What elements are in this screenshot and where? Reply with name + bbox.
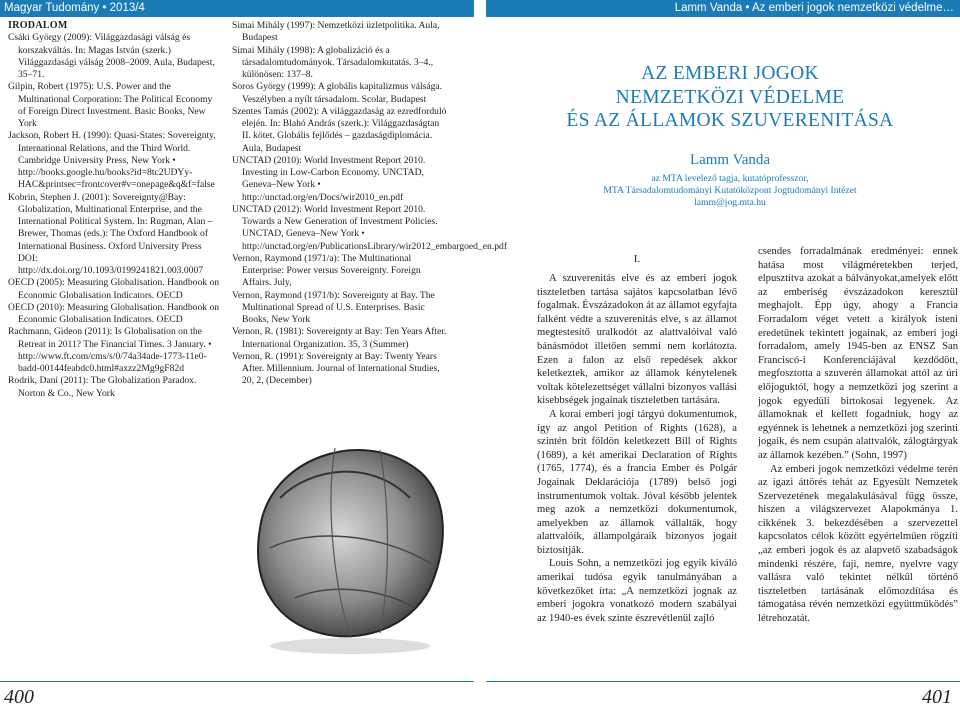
title-line: NEMZETKÖZI VÉDELME <box>615 86 845 108</box>
running-header-right: Lamm Vanda • Az emberi jogok nemzetközi védelme… <box>486 0 960 17</box>
references-column-2 <box>232 20 508 388</box>
body-column-right <box>758 245 958 626</box>
affiliation-line: MTA Társadalomtudományi Kutatóközpont Jogtudományi Intézet <box>603 184 857 196</box>
paragraph: A korai emberi jogi tárgyú dokumentumok, így az angol Petition of Rights (1628), a szintén brit földön keletkezett Bill of Rights (1689), a két amerikai Declaration of Rights (1765, 1774), és a francia Ember és Polgár Jogainak Deklarációja (1789) belső jogi instrumentumok voltak. Jóval később jelentek meg azok a nemzetközi dokumentumok, amelyekben az államok vállalták, hogy alattvalóik, állampolgáraik bizonyos jogait biztosítják. <box>537 408 737 556</box>
reference-item: Soros György (1999): A globális kapitalizmus válsága. Veszélyben a nyílt társadalom. Scolar, Budapest <box>232 81 443 105</box>
paragraph: csendes forradalmának eredményei: ennek hatása most világméretekben terjed, elpusztítva azokat a bálványokat,amelyek előtt az emberiség évszázadokon keresztül meghajolt. Épp úgy, ahogy a Francia Forradalom véget vetett a királyok isteni eredetűnek tekintett jogainak, az emberi jogi forradalom, amely 1945-ben az ENSZ San Franciscó-i Konferenciájával kezdődött, megfosztotta a szuverén államokat attól az úri előjoguktól, hogy a nemzetközi jog szerint a jogok egyedüli birtokosai legyenek. Az államoknak el kellett fogadniuk, hogy az egyénnek is lehetnek a nemzetközi jog szerinti jogaik, és nem csupán alattvalók, zálogtárgyak az államok kezében.” (Sohn, 1997) <box>758 246 958 461</box>
reference-item: Kobrin, Stephen J. (2001): Sovereignty@Bay: Globalization, Multinational Enterprise, and the International Political System. In: Rugman, Alan – Brewer, Thomas (eds.): The Oxford Handbook of International Business. Oxford University Press DOI: http://dx.doi.org/10.1093/0199241821.003.0007 <box>8 191 213 276</box>
paragraph: Az emberi jogok nemzetközi védelme terén az igazi áttörés tehát az Egyesült Nemzetek Szervezetének megalakulásával függ össze, hiszen a világszervezet Alapokmánya 1. cikkének 3. bekezdésében a szervezettel kapcsolatos célok között egyértelműen rögzíti „az emberi jogok és az alapvető szabadságok mindenki részére, faji, nemre, nyelvre vagy vallásra való tekintet nélkül történő tiszteletben tartásának előmozdítása és támogatása révén nemzetközi együttműködés” létrehozatát. <box>758 463 958 625</box>
reference-item: Jackson, Robert H. (1990): Quasi-States: Sovereignty, International Relations, and the Third World. Cambridge University Press, New York • http://books.google.hu/books?id=8tc2UDYy-HAC&printsec=frontcover#v=onepage&q&f=false <box>8 130 216 191</box>
reference-item: Rachmann, Gideon (2011): Is Globalisation on the Retreat in 2011? The Financial Times. 3 January. • http://www.ft.com/cms/s/0/74a34ade-1773-11e0-badd-00144feabdc0.html#axzz2Mg9gF82d <box>8 326 212 374</box>
reference-item: Vernon, R. (1981): Sovereignty at Bay: Ten Years After. International Organization. 35, 3 (Summer) <box>232 326 447 350</box>
paragraph: Louis Sohn, a nemzetközi jog egyik kiváló amerikai tudósa egyik tanulmányában a következőket írta: „A nemzetközi jognak az emberi jogokra vonatkozó modern szabályai az 1940-es évek szinte észrevétlenül zajló <box>537 558 737 624</box>
running-header-left: Magyar Tudomány • 2013/4 <box>0 0 474 17</box>
references-column-1 <box>8 20 220 400</box>
reference-item: OECD (2005): Measuring Globalisation. Handbook on Economic Globalisation Indicators. OECD <box>8 277 220 301</box>
references-heading: IRODALOM <box>8 20 68 31</box>
author-affiliation <box>540 173 920 208</box>
section-number: I. <box>633 253 641 265</box>
footer-rule-left <box>0 681 474 682</box>
reference-item: Szentes Tamás (2002): A világgazdaság az ezredforduló elején. In: Blahó András (szerk.): Világgazdaságtan II. kötet. Globális fejlődés – gazdaságdiplomácia. Aula, Budapest <box>232 105 447 154</box>
reference-item: Rodrik, Dani (2011): The Globalization Paradox. Norton & Co., New York <box>8 375 197 399</box>
author-email: lamm@jog.mta.hu <box>694 196 766 208</box>
leather-bag-photo <box>240 388 460 658</box>
footer-rule-right <box>486 681 960 682</box>
reference-item: Csáki György (2009): Világgazdasági válság és korszakváltás. In: Magas István (szerk.) Világgazdasági válság 2008–2009. Aula, Budapest, 35–71. <box>8 32 215 80</box>
affiliation-line: az MTA levelező tagja, kutatóprofesszor, <box>651 173 809 184</box>
title-line: AZ EMBERI JOGOK <box>641 63 819 84</box>
reference-item: UNCTAD (2010): World Investment Report 2010. Investing in Low-Carbon Economy. UNCTAD, Geneva–New York • http://unctad.org/en/Docs/wir2010_en.pdf <box>232 154 426 203</box>
reference-item: Simai Mihály (1998): A globalizáció és a társadalomtudományok. Társadalomkutatás. 3–4., különösen: 137–8. <box>232 44 434 80</box>
paragraph: A szuverenitás elve és az emberi jogok tiszteletben tartása sajátos kapcsolatban lévő fogalmak. Évszázadokon át az államot egyfajta falként védte a szuverenitás elve, s az államot megtestesítő uralkodót az alattvalóival való bánásmódot illetően semmi nem korlátozta. Ezen a falon az első repedések akkor keletkeztek, amikor az államok kénytelenek voltak kötelezettséget vállalni bizonyos vallási kisebbségek jogainak tiszteletben tartására. <box>537 273 738 407</box>
reference-item: Gilpin, Robert (1975): U.S. Power and the Multinational Corporation: The Political Economy of Foreign Direct Investment. Basic Books, New York <box>8 81 213 129</box>
body-column-left <box>537 272 737 625</box>
article-title <box>540 62 920 133</box>
page-number-left: 400 <box>4 686 34 708</box>
reference-item: Simai Mihály (1997): Nemzetközi üzletpolitika. Aula, Budapest <box>232 20 440 44</box>
reference-item: UNCTAD (2012): World Investment Report 2010. Towards a New Generation of Investment Policies. UNCTAD, Geneva–New York • http://unctad.org/en/PublicationsLibrary/wir2012_embargoed_en.pdf <box>232 203 508 252</box>
reference-item: OECD (2010): Measuring Globalisation. Handbook on Economic Globalisation Indicators. OECD <box>8 301 220 325</box>
author-name: Lamm Vanda <box>689 152 771 168</box>
reference-item: Vernon, Raymond (1971/b): Sovereignty at Bay. The Multinational Spread of U.S. Enterprises. Basic Books, New York <box>232 289 435 325</box>
title-line: ÉS AZ ÁLLAMOK SZUVERENITÁSA <box>566 110 894 131</box>
reference-item: Vernon, Raymond (1971/a): The Multinational Enterprise: Power versus Sovereignty. Foreign Affairs. July, <box>232 252 421 289</box>
reference-item: Vernon, R. (1991): Sovereignty at Bay: Twenty Years After. Millennium. Journal of International Studies, 20, 2, (December) <box>232 350 440 387</box>
page-number-right: 401 <box>922 686 952 708</box>
